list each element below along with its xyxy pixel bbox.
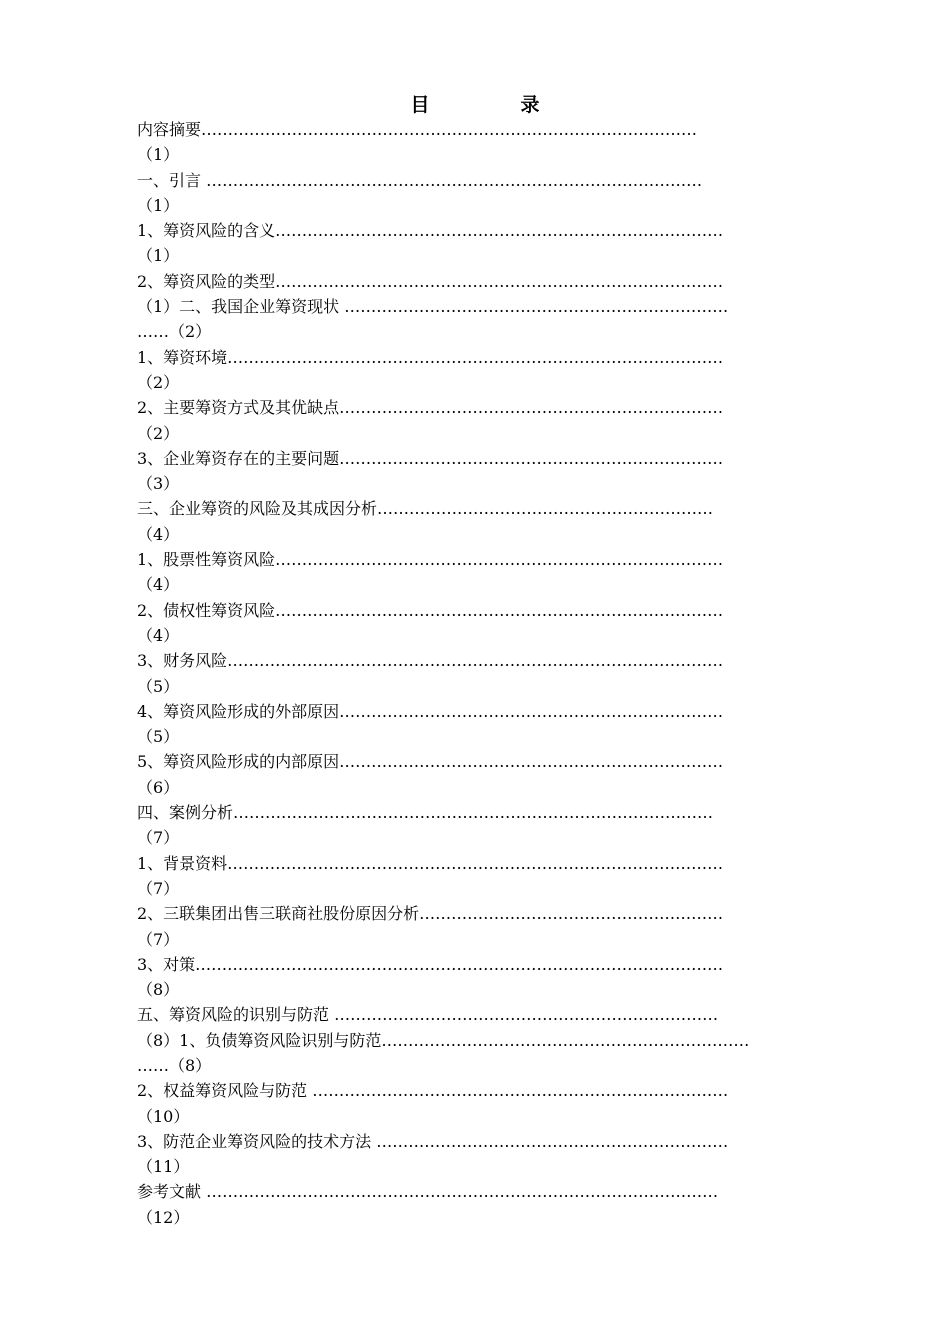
toc-line: ……（2） bbox=[137, 322, 212, 342]
toc-line: （7） bbox=[137, 828, 180, 848]
toc-line: 2、主要筹资方式及其优缺点……………………………………………………………… bbox=[137, 398, 724, 418]
toc-line: （4） bbox=[137, 575, 180, 595]
toc-line: （2） bbox=[137, 372, 180, 392]
toc-line: 3、对策……………………………………………………………………………………… bbox=[137, 954, 724, 974]
toc-line: 一、引言 ………………………………………………………………………………… bbox=[137, 170, 703, 190]
toc-line: （6） bbox=[137, 777, 180, 797]
toc-line: 2、筹资风险的类型………………………………………………………………………… bbox=[137, 271, 724, 291]
toc-line: （12） bbox=[137, 1207, 190, 1227]
toc-line: 1、股票性筹资风险………………………………………………………………………… bbox=[137, 550, 724, 570]
toc-line: 2、权益筹资风险与防范 …………………………………………………………………… bbox=[137, 1081, 729, 1101]
toc-line: （5） bbox=[137, 727, 180, 747]
toc-line: （7） bbox=[137, 878, 180, 898]
toc-line: （5） bbox=[137, 676, 180, 696]
toc-line: 3、防范企业筹资风险的技术方法 ………………………………………………………… bbox=[137, 1131, 729, 1151]
toc-line: （4） bbox=[137, 625, 180, 645]
toc-title: 目 录 bbox=[410, 94, 576, 116]
toc-line: （1） bbox=[137, 246, 180, 266]
toc-line: 四、案例分析……………………………………………………………………………… bbox=[137, 803, 714, 823]
toc-line: （1）二、我国企业筹资现状 ……………………………………………………………… bbox=[137, 297, 729, 317]
toc-line: 1、背景资料………………………………………………………………………………… bbox=[137, 853, 724, 873]
toc-line: （3） bbox=[137, 474, 180, 494]
toc-line: （7） bbox=[137, 929, 180, 949]
toc-line: 1、筹资风险的含义………………………………………………………………………… bbox=[137, 221, 724, 241]
toc-line: （2） bbox=[137, 423, 180, 443]
toc-body bbox=[137, 117, 857, 1230]
toc-line: （8） bbox=[137, 980, 180, 1000]
toc-line: ……（8） bbox=[137, 1055, 212, 1075]
toc-line: 内容摘要………………………………………………………………………………… bbox=[137, 120, 698, 139]
toc-line: 4、筹资风险形成的外部原因……………………………………………………………… bbox=[137, 701, 724, 721]
toc-line: 3、企业筹资存在的主要问题……………………………………………………………… bbox=[137, 448, 724, 468]
toc-line: 1、筹资环境………………………………………………………………………………… bbox=[137, 347, 724, 367]
toc-line: 2、债权性筹资风险………………………………………………………………………… bbox=[137, 600, 724, 620]
toc-line: 3、财务风险………………………………………………………………………………… bbox=[137, 651, 724, 671]
toc-line: （1） bbox=[137, 195, 180, 215]
toc-line: 5、筹资风险形成的内部原因……………………………………………………………… bbox=[137, 752, 724, 772]
toc-line: 五、筹资风险的识别与防范 ……………………………………………………………… bbox=[137, 1005, 719, 1025]
toc-line: （8）1、负债筹资风险识别与防范…………………………………………………………… bbox=[137, 1030, 750, 1050]
toc-line: （11） bbox=[137, 1157, 190, 1177]
toc-line: （4） bbox=[137, 524, 180, 544]
toc-line: 参考文献 …………………………………………………………………………………… bbox=[137, 1182, 719, 1202]
toc-line: （1） bbox=[137, 145, 180, 165]
toc-line: 三、企业筹资的风险及其成因分析……………………………………………………… bbox=[137, 499, 714, 519]
toc-line: 2、三联集团出售三联商社股份原因分析………………………………………………… bbox=[137, 904, 724, 924]
toc-line: （10） bbox=[137, 1106, 190, 1126]
